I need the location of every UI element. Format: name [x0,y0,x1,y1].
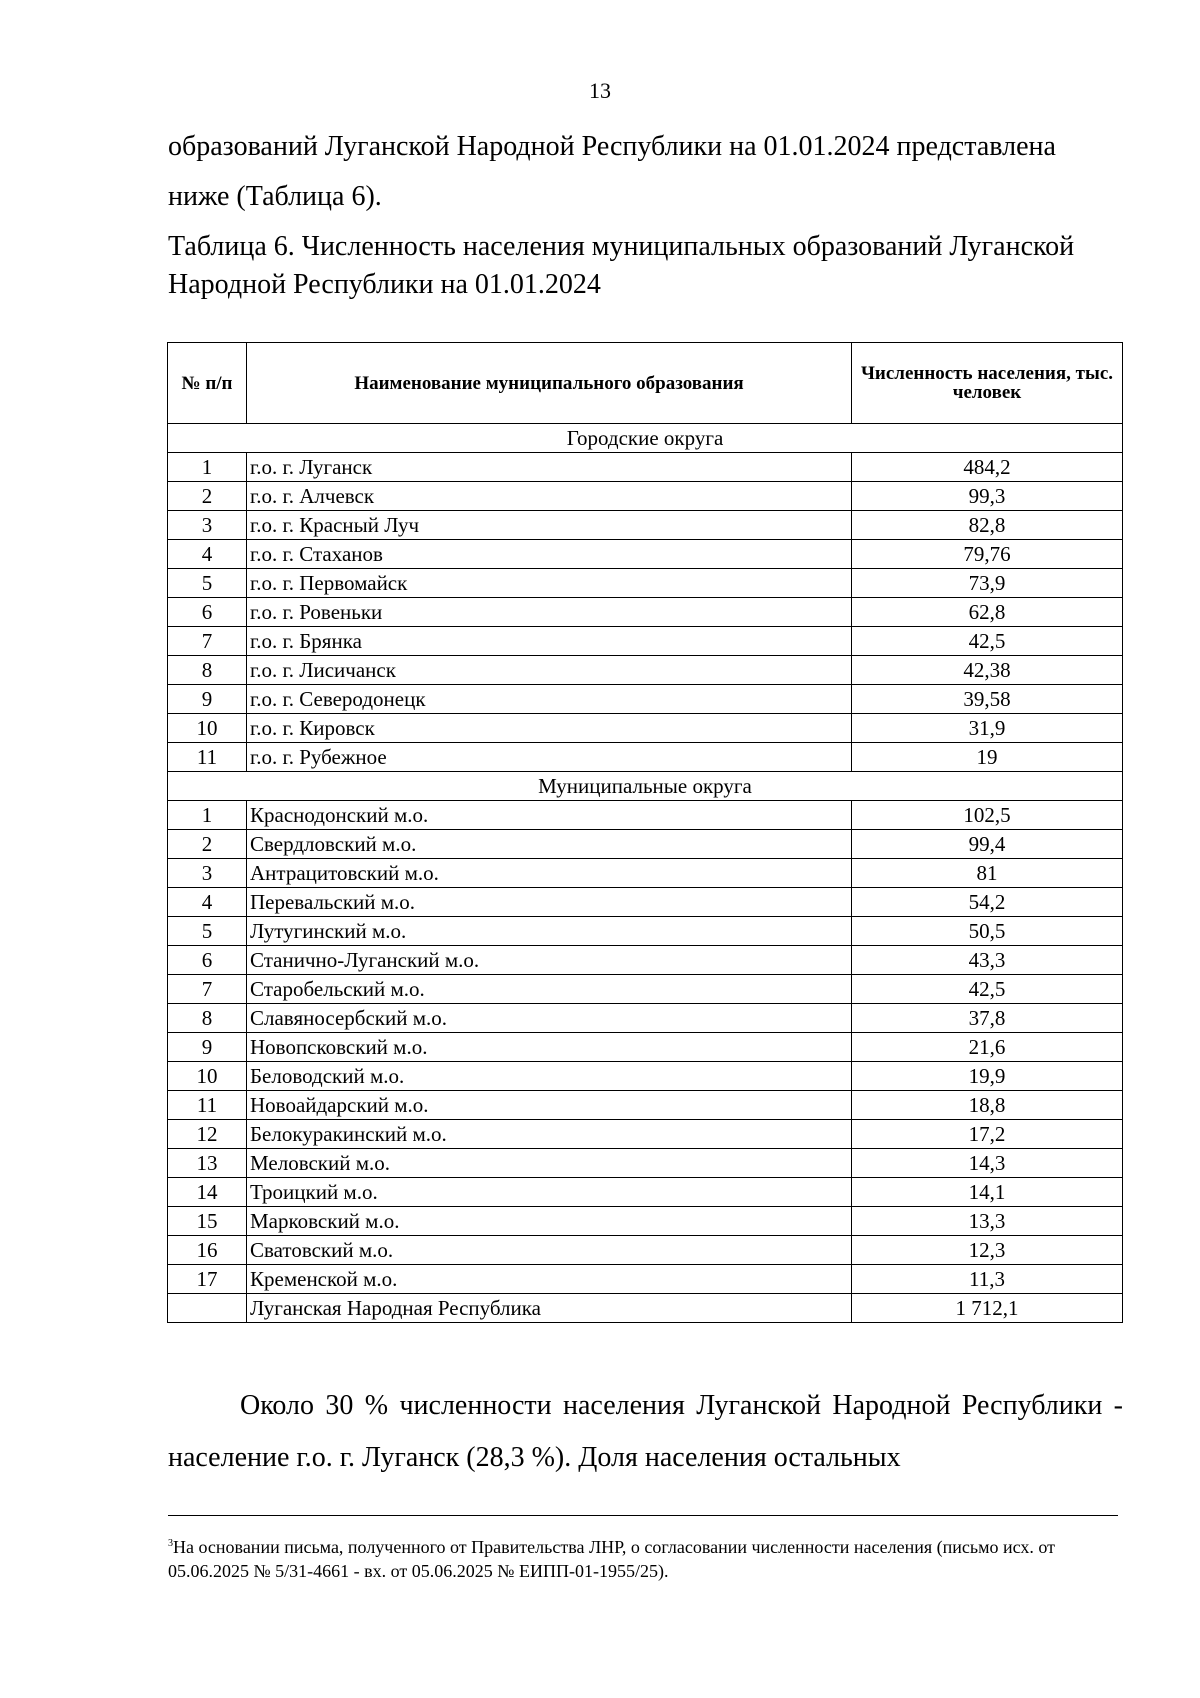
row-name: г.о. г. Луганск [247,453,852,482]
row-value: 42,38 [852,656,1123,685]
row-number: 1 [168,801,247,830]
table-row [168,1149,1123,1178]
row-number: 6 [168,598,247,627]
row-number: 8 [168,656,247,685]
intro-paragraph: образований Луганской Народной Республики на 01.01.2024 представлена ниже (Таблица 6). [168,131,1056,212]
row-name: г.о. г. Красный Луч [247,511,852,540]
row-name: г.о. г. Северодонецк [247,685,852,714]
table-row [168,1120,1123,1149]
row-name: г.о. г. Кировск [247,714,852,743]
page-number: 13 [589,78,611,103]
row-value: 54,2 [852,888,1123,917]
row-number: 7 [168,975,247,1004]
footnote [168,1532,1123,1583]
table-row [168,888,1123,917]
row-value: 19 [852,743,1123,772]
row-name: Станично-Луганский м.о. [247,946,852,975]
table-row [168,511,1123,540]
row-name: Славяносербский м.о. [247,1004,852,1033]
row-value: 50,5 [852,917,1123,946]
table-row [168,801,1123,830]
row-name: Белокуракинский м.о. [247,1120,852,1149]
total-value: 1 712,1 [852,1294,1123,1323]
row-name: г.о. г. Первомайск [247,569,852,598]
row-value: 81 [852,859,1123,888]
row-name: Сватовский м.о. [247,1236,852,1265]
section-title: Муниципальные округа [168,772,1123,801]
row-value: 102,5 [852,801,1123,830]
row-number: 4 [168,540,247,569]
row-name: г.о. г. Лисичанск [247,656,852,685]
row-value: 12,3 [852,1236,1123,1265]
row-number: 8 [168,1004,247,1033]
row-number: 13 [168,1149,247,1178]
total-number [168,1294,247,1323]
table-header-row [168,343,1123,424]
population-table [167,342,1123,1323]
row-number: 10 [168,714,247,743]
row-name: Старобельский м.о. [247,975,852,1004]
table-row [168,482,1123,511]
table-row [168,1062,1123,1091]
row-name: Перевальский м.о. [247,888,852,917]
row-number: 17 [168,1265,247,1294]
row-number: 6 [168,946,247,975]
table-row [168,714,1123,743]
table-row [168,743,1123,772]
row-number: 11 [168,743,247,772]
row-number: 1 [168,453,247,482]
footnote-mark: 3 [168,1538,173,1549]
row-number: 12 [168,1120,247,1149]
table-row [168,917,1123,946]
row-number: 16 [168,1236,247,1265]
row-name: г.о. г. Ровеньки [247,598,852,627]
header-value: Численность населения, тыс. человек [852,343,1123,424]
row-name: Марковский м.о. [247,1207,852,1236]
row-value: 14,1 [852,1178,1123,1207]
table-row [168,453,1123,482]
table-row [168,1236,1123,1265]
row-name: Краснодонский м.о. [247,801,852,830]
row-value: 73,9 [852,569,1123,598]
row-name: Меловский м.о. [247,1149,852,1178]
table-body [168,424,1123,1323]
row-number: 2 [168,830,247,859]
row-number: 14 [168,1178,247,1207]
table-row [168,946,1123,975]
row-name: Беловодский м.о. [247,1062,852,1091]
row-value: 39,58 [852,685,1123,714]
row-value: 62,8 [852,598,1123,627]
row-number: 9 [168,1033,247,1062]
total-name: Луганская Народная Республика [247,1294,852,1323]
row-name: Антрацитовский м.о. [247,859,852,888]
row-value: 43,3 [852,946,1123,975]
row-value: 99,4 [852,830,1123,859]
table-row [168,859,1123,888]
row-number: 2 [168,482,247,511]
row-number: 3 [168,511,247,540]
row-value: 484,2 [852,453,1123,482]
row-number: 7 [168,627,247,656]
row-number: 5 [168,569,247,598]
table-row [168,685,1123,714]
row-value: 82,8 [852,511,1123,540]
header-num: № п/п [168,343,247,424]
row-number: 5 [168,917,247,946]
row-value: 19,9 [852,1062,1123,1091]
table-row [168,1004,1123,1033]
row-name: Кременской м.о. [247,1265,852,1294]
table-row [168,627,1123,656]
table-row [168,540,1123,569]
table-caption: Таблица 6. Численность населения муниципальных образований Луганской Народной Республики на 01.01.2024 [168,231,1075,300]
row-name: Троицкий м.о. [247,1178,852,1207]
row-number: 3 [168,859,247,888]
body-paragraph: Около 30 % численности населения Луганской Народной Республики - население г.о. г. Луганск (28,3 %). Доля населения остальных [168,1390,1123,1473]
row-value: 79,76 [852,540,1123,569]
table-row [168,975,1123,1004]
row-number: 10 [168,1062,247,1091]
table-row [168,598,1123,627]
row-name: Лутугинский м.о. [247,917,852,946]
table-row [168,569,1123,598]
row-value: 37,8 [852,1004,1123,1033]
table-row [168,1265,1123,1294]
total-row [168,1294,1123,1323]
section-row [168,424,1123,453]
row-number: 11 [168,1091,247,1120]
table-row [168,1178,1123,1207]
header-name: Наименование муниципального образования [247,343,852,424]
row-number: 9 [168,685,247,714]
footnote-separator [168,1515,1118,1516]
row-value: 42,5 [852,975,1123,1004]
row-name: Новоайдарский м.о. [247,1091,852,1120]
row-value: 21,6 [852,1033,1123,1062]
row-name: Новопсковский м.о. [247,1033,852,1062]
row-value: 13,3 [852,1207,1123,1236]
section-row [168,772,1123,801]
table-row [168,1207,1123,1236]
table-row [168,1033,1123,1062]
row-value: 99,3 [852,482,1123,511]
row-name: г.о. г. Брянка [247,627,852,656]
row-name: г.о. г. Алчевск [247,482,852,511]
row-value: 14,3 [852,1149,1123,1178]
table-row [168,1091,1123,1120]
row-name: г.о. г. Стаханов [247,540,852,569]
row-number: 4 [168,888,247,917]
table-row [168,830,1123,859]
section-title: Городские округа [168,424,1123,453]
row-name: г.о. г. Рубежное [247,743,852,772]
row-value: 11,3 [852,1265,1123,1294]
row-name: Свердловский м.о. [247,830,852,859]
footnote-text: На основании письма, полученного от Правительства ЛНР, о согласовании численности населения (письмо исх. от 05.06.2025 № 5/31-4661 - вх. от 05.06.2025 № ЕИПП-01-1955/25). [168,1537,1056,1581]
row-value: 31,9 [852,714,1123,743]
row-value: 18,8 [852,1091,1123,1120]
table-row [168,656,1123,685]
row-number: 15 [168,1207,247,1236]
row-value: 17,2 [852,1120,1123,1149]
row-value: 42,5 [852,627,1123,656]
